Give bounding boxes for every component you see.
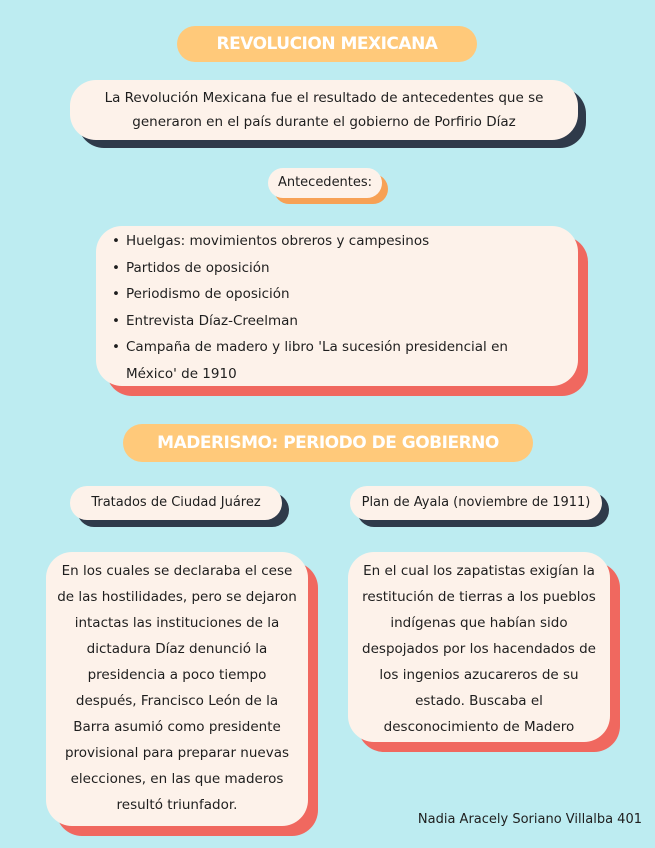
- intro-text: La Revolución Mexicana fue el resultado de antecedentes que se generaron en el país durante el gobierno de Porfirio Díaz: [104, 90, 544, 130]
- list-item: • Partidos de oposición: [110, 255, 552, 282]
- list-item: • Huelgas: movimientos obreros y campesinos: [110, 228, 552, 255]
- maderismo-title-text: MADERISMO: PERIODO DE GOBIERNO: [157, 433, 499, 453]
- maderismo-title: [123, 424, 533, 462]
- main-title-text: REVOLUCION MEXICANA: [216, 34, 438, 54]
- antecedentes-label-text: Antecedentes:: [277, 175, 373, 190]
- author-text: Nadia Aracely Soriano Villalba 401: [417, 812, 642, 827]
- tratados-label: [70, 486, 282, 520]
- plan-ayala-box: [348, 552, 610, 742]
- tratados-text: En los cuales se declaraba el cese de las hostilidades, pero se dejaron intactas las instituciones de la dictadura Díaz denunció la presidencia a poco tiempo después, Francisco León de la Barra asumió como presidente provisional para preparar nuevas elecciones, en las que maderos resultó triunfador.: [57, 563, 297, 813]
- intro-box: [70, 80, 578, 140]
- antecedentes-label: [268, 168, 382, 198]
- list-item: • Periodismo de oposición: [110, 281, 552, 308]
- tratados-label-text: Tratados de Ciudad Juárez: [91, 495, 261, 510]
- list-item: • Campaña de madero y libro 'La sucesión presidencial en México' de 1910: [110, 334, 552, 387]
- tratados-box: [46, 552, 308, 826]
- plan-ayala-label-text: Plan de Ayala (noviembre de 1911): [361, 495, 591, 510]
- plan-ayala-text: En el cual los zapatistas exigían la restitución de tierras a los pueblos indígenas que habían sido despojados por los hacendados de los ingenios azucareros de su estado. Buscaba el desconocimiento de Madero: [362, 563, 596, 735]
- plan-ayala-label: [350, 486, 602, 520]
- main-title: [177, 26, 477, 62]
- author-credit: [380, 812, 642, 827]
- antecedentes-list: [110, 228, 552, 387]
- antecedentes-box: [96, 226, 578, 386]
- list-item: • Entrevista Díaz-Creelman: [110, 308, 552, 335]
